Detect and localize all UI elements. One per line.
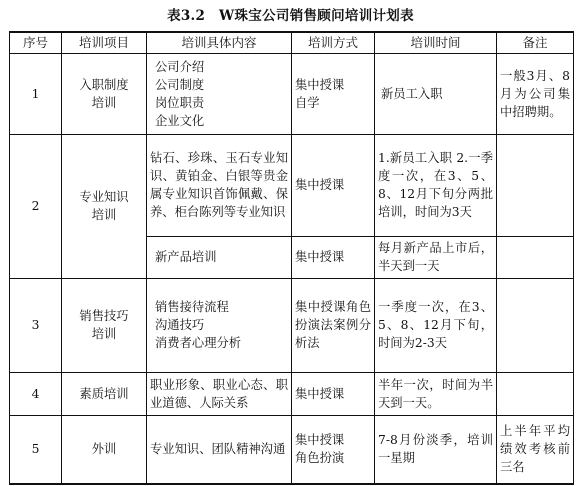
table-row <box>10 415 574 484</box>
time-cell: 一季度一次，在3、5、8、12月下旬，时间为2-3天 <box>375 278 497 372</box>
table-row <box>10 53 574 134</box>
method-cell: 集中授课角色扮演法案例分析法 <box>292 278 375 372</box>
project-line: 销售技巧 <box>79 309 129 323</box>
method-line: 集中授课 <box>295 386 345 401</box>
content-line: 企业文化 <box>155 113 205 128</box>
method-cell <box>292 236 375 278</box>
note-cell <box>497 372 574 415</box>
method-line: 自学 <box>295 95 320 110</box>
table-row <box>10 134 574 236</box>
content-line: 消费者心理分析 <box>155 336 242 350</box>
project-cell <box>62 372 147 415</box>
project-line: 外训 <box>91 442 117 457</box>
content-cell <box>147 278 292 372</box>
method-line: 集中授课 <box>295 250 345 264</box>
content-cell <box>147 53 292 134</box>
training-plan-table <box>9 31 574 485</box>
table-row <box>10 372 574 415</box>
project-line: 培训 <box>91 327 117 341</box>
header-content: 培训具体内容 <box>147 32 292 53</box>
project-line: 培训 <box>91 208 117 222</box>
row-number: 5 <box>10 415 62 484</box>
content-cell: 职业形象、职业心态、职业道德、人际关系 <box>147 372 292 415</box>
content-cell: 新产品培训 <box>147 236 292 278</box>
time-cell: 1.新员工入职 2.一季度一次，在3、5、8、12月下旬分两批培训，时间为3天 <box>375 134 497 236</box>
project-line: 入职制度 <box>79 77 129 92</box>
method-cell <box>292 134 375 236</box>
content-line: 销售接待流程 <box>155 300 229 314</box>
note-cell <box>497 134 574 236</box>
time-cell: 半年一次，时间为半天到一天。 <box>375 372 497 415</box>
time-cell: 7-8月份淡季，培训一星期 <box>375 415 497 484</box>
time-cell: 新员工入职 <box>375 53 497 134</box>
project-line: 专业知识 <box>79 190 129 204</box>
method-cell <box>292 53 375 134</box>
content-line: 沟通技巧 <box>155 318 205 332</box>
header-time: 培训时间 <box>375 32 497 53</box>
project-cell <box>62 415 147 484</box>
header-no: 序号 <box>10 32 62 53</box>
row-number: 4 <box>10 372 62 415</box>
project-line: 培训 <box>91 95 117 110</box>
content-line: 岗位职责 <box>155 95 205 110</box>
table-title: 表3.2 W珠宝公司销售顾问培训计划表 <box>167 8 414 24</box>
note-cell <box>497 236 574 278</box>
method-line: 集中授课 <box>295 178 345 192</box>
project-cell <box>62 53 147 134</box>
row-number: 3 <box>10 278 62 372</box>
project-cell <box>62 278 147 372</box>
content-line: 公司制度 <box>155 77 205 92</box>
row-number: 1 <box>10 53 62 134</box>
method-line: 集中授课 <box>295 77 345 92</box>
content-cell: 钻石、珍珠、玉石专业知识、黄铂金、白银等贵金属专业知识首饰佩戴、保养、柜台陈列等专业知识 <box>147 134 292 236</box>
method-line: 角色扮演 <box>295 451 345 466</box>
table-row <box>10 278 574 372</box>
header-row <box>10 32 574 53</box>
header-note: 备注 <box>497 32 574 53</box>
note-cell: 上半年平均绩效考核前三名 <box>497 415 574 484</box>
note-cell <box>497 278 574 372</box>
note-cell: 一般3月、8月为公司集中招聘期。 <box>497 53 574 134</box>
row-number: 2 <box>10 134 62 278</box>
project-cell <box>62 134 147 278</box>
project-line: 素质培训 <box>79 386 129 401</box>
header-method: 培训方式 <box>292 32 375 53</box>
method-cell <box>292 415 375 484</box>
header-project: 培训项目 <box>62 32 147 53</box>
content-line: 公司介绍 <box>155 59 205 74</box>
method-cell <box>292 372 375 415</box>
time-cell: 每月新产品上市后，半天到一天 <box>375 236 497 278</box>
content-cell: 专业知识、团队精神沟通 <box>147 415 292 484</box>
method-line: 集中授课 <box>295 433 345 448</box>
